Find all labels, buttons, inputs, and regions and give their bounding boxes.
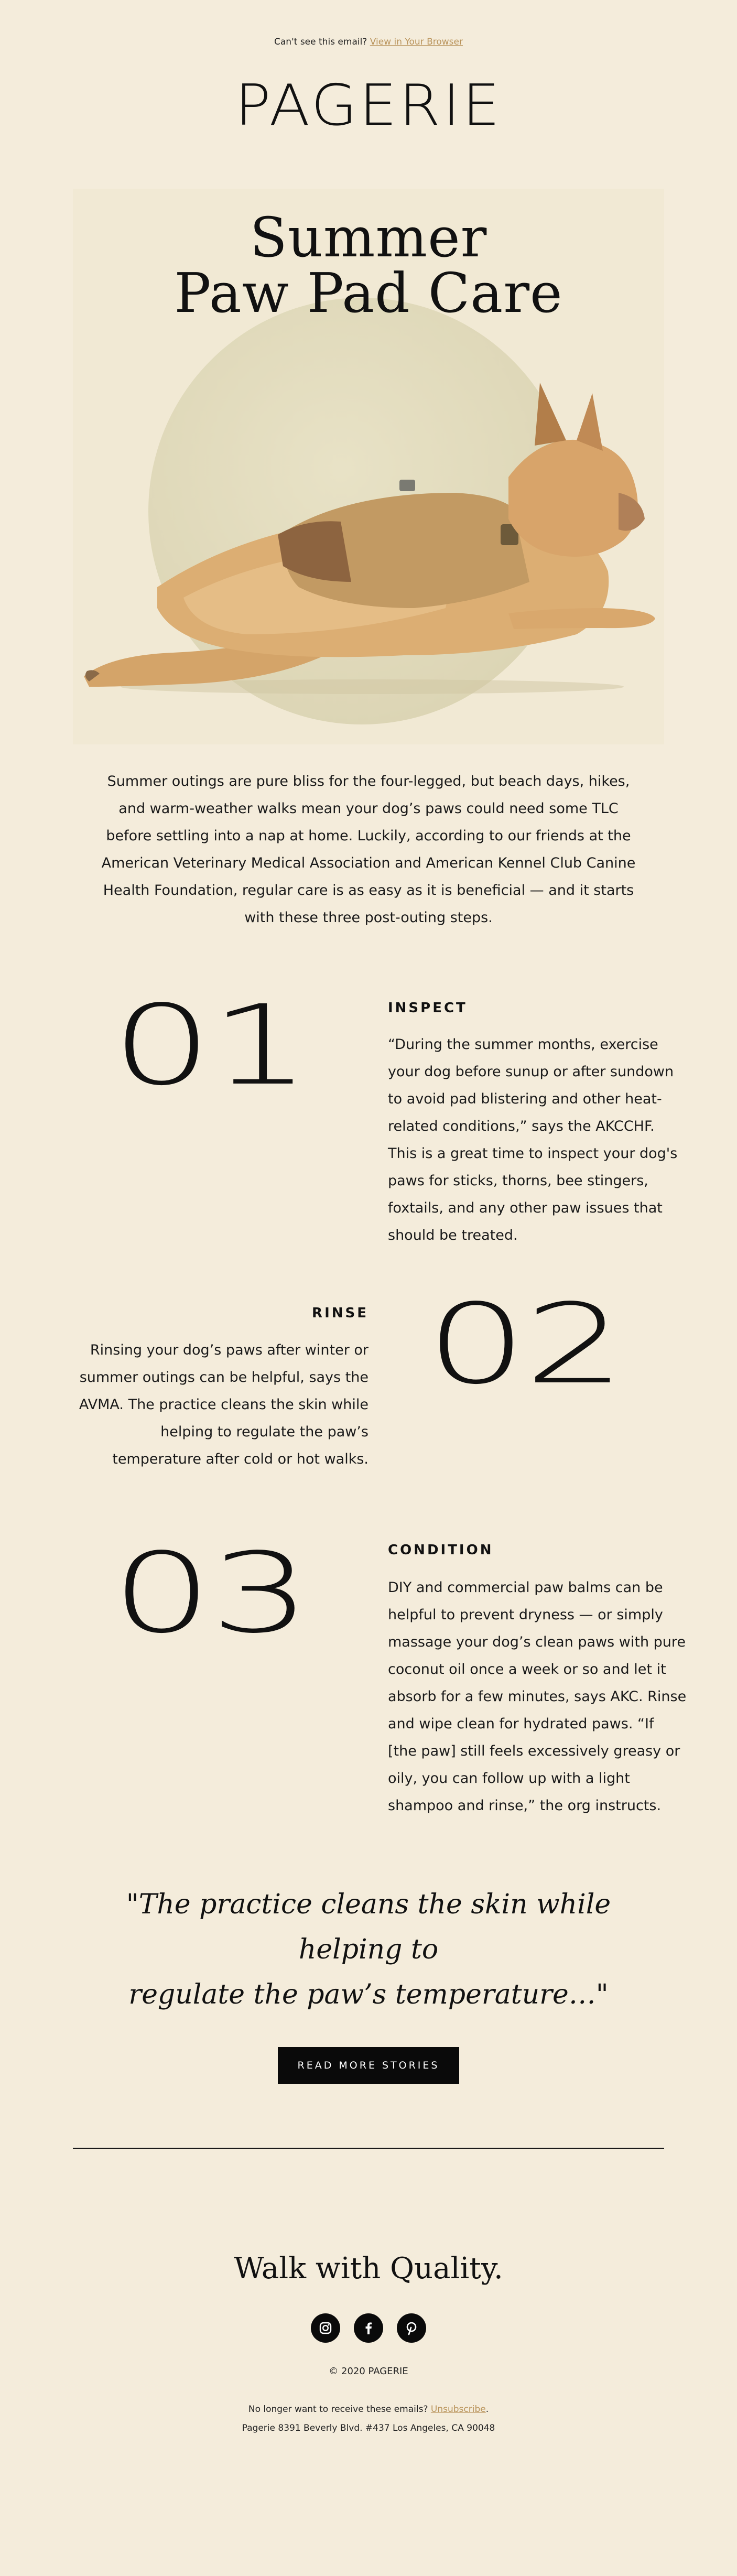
unsubscribe-link[interactable]: Unsubscribe xyxy=(430,2404,486,2415)
step-title-inspect: INSPECT xyxy=(388,1000,468,1016)
pull-quote-line2: regulate the paw’s temperature…" xyxy=(128,1979,609,2010)
read-more-stories-button[interactable]: READ MORE STORIES xyxy=(278,2047,459,2084)
pinterest-icon[interactable] xyxy=(397,2313,426,2343)
step-body-condition: DIY and commercial paw balms can be helpful to prevent dryness — or simply massage your dog’s clean paws with pure coconut oil once a week or so and let it absorb for a few minutes, says AKC. Rinse and wipe clean for hydrated paws. “If [the paw] still feels excessively greasy or oily, you can follow up with a light shampoo and rinse,” the org instructs. xyxy=(388,1579,687,1814)
dog-head xyxy=(508,440,638,557)
preheader-text: Can't see this email? xyxy=(274,37,367,47)
copyright-text: © 2020 PAGERIE xyxy=(329,2366,408,2377)
dog-front-leg xyxy=(508,608,655,629)
pull-quote-line1: "The practice cleans the skin while helping to xyxy=(126,1889,611,1965)
dog-muzzle xyxy=(619,493,645,531)
preheader xyxy=(0,37,737,47)
pull-quote xyxy=(79,1882,658,2017)
step-number-03: 03 xyxy=(111,1529,308,1658)
step-body-inspect: “During the summer months, exercise your dog before sunup or after sundown to avoid pad blistering and other heat-related conditions,” says the AKCCHF. This is a great time to inspect your dog's paws for sticks, thorns, bee stingers, foxtails, and any other paw issues that should be treated. xyxy=(388,1036,678,1243)
social-links xyxy=(0,2313,737,2343)
brand-logo[interactable]: PAGERIE xyxy=(235,73,502,138)
hero-title xyxy=(0,205,737,326)
dog-ear-left xyxy=(535,383,566,446)
step-number-02: 02 xyxy=(426,1280,623,1409)
company-address: Pagerie 8391 Beverly Blvd. #437 Los Angeles, CA 90048 xyxy=(242,2423,495,2433)
french-bulldog-image xyxy=(79,362,660,697)
facebook-icon[interactable] xyxy=(354,2313,383,2343)
harness-buckle xyxy=(399,480,415,491)
view-in-browser-link[interactable]: View in Your Browser xyxy=(370,37,463,47)
unsubscribe-period: . xyxy=(485,2404,489,2415)
step-title-condition: CONDITION xyxy=(388,1542,494,1558)
instagram-icon[interactable] xyxy=(311,2313,340,2343)
hero-title-line1: Summer xyxy=(250,205,487,269)
hero-title-line2: Paw Pad Care xyxy=(174,261,563,326)
step-number-01: 01 xyxy=(111,981,308,1110)
unsubscribe-line xyxy=(0,2404,737,2415)
footer-divider xyxy=(73,2148,664,2149)
footer-tagline: Walk with Quality. xyxy=(234,2252,503,2286)
intro-paragraph: Summer outings are pure bliss for the four-legged, but beach days, hikes, and warm-weather walks mean your dog’s paws could need some TLC before settling into a nap at home. Luckily, according to our friends at the American Veterinary Medical Association and American Kennel Club Canine Health Foundation, regular care is as easy as it is beneficial — and it starts with these three post-outing steps. xyxy=(101,773,636,926)
unsubscribe-text: No longer want to receive these emails? xyxy=(248,2404,428,2415)
step-body-rinse: Rinsing your dog’s paws after winter or summer outings can be helpful, says the AVMA. The practice cleans the skin while helping to regulate the paw’s temperature after cold or hot walks. xyxy=(79,1342,369,1467)
step-title-rinse: RINSE xyxy=(312,1305,369,1321)
